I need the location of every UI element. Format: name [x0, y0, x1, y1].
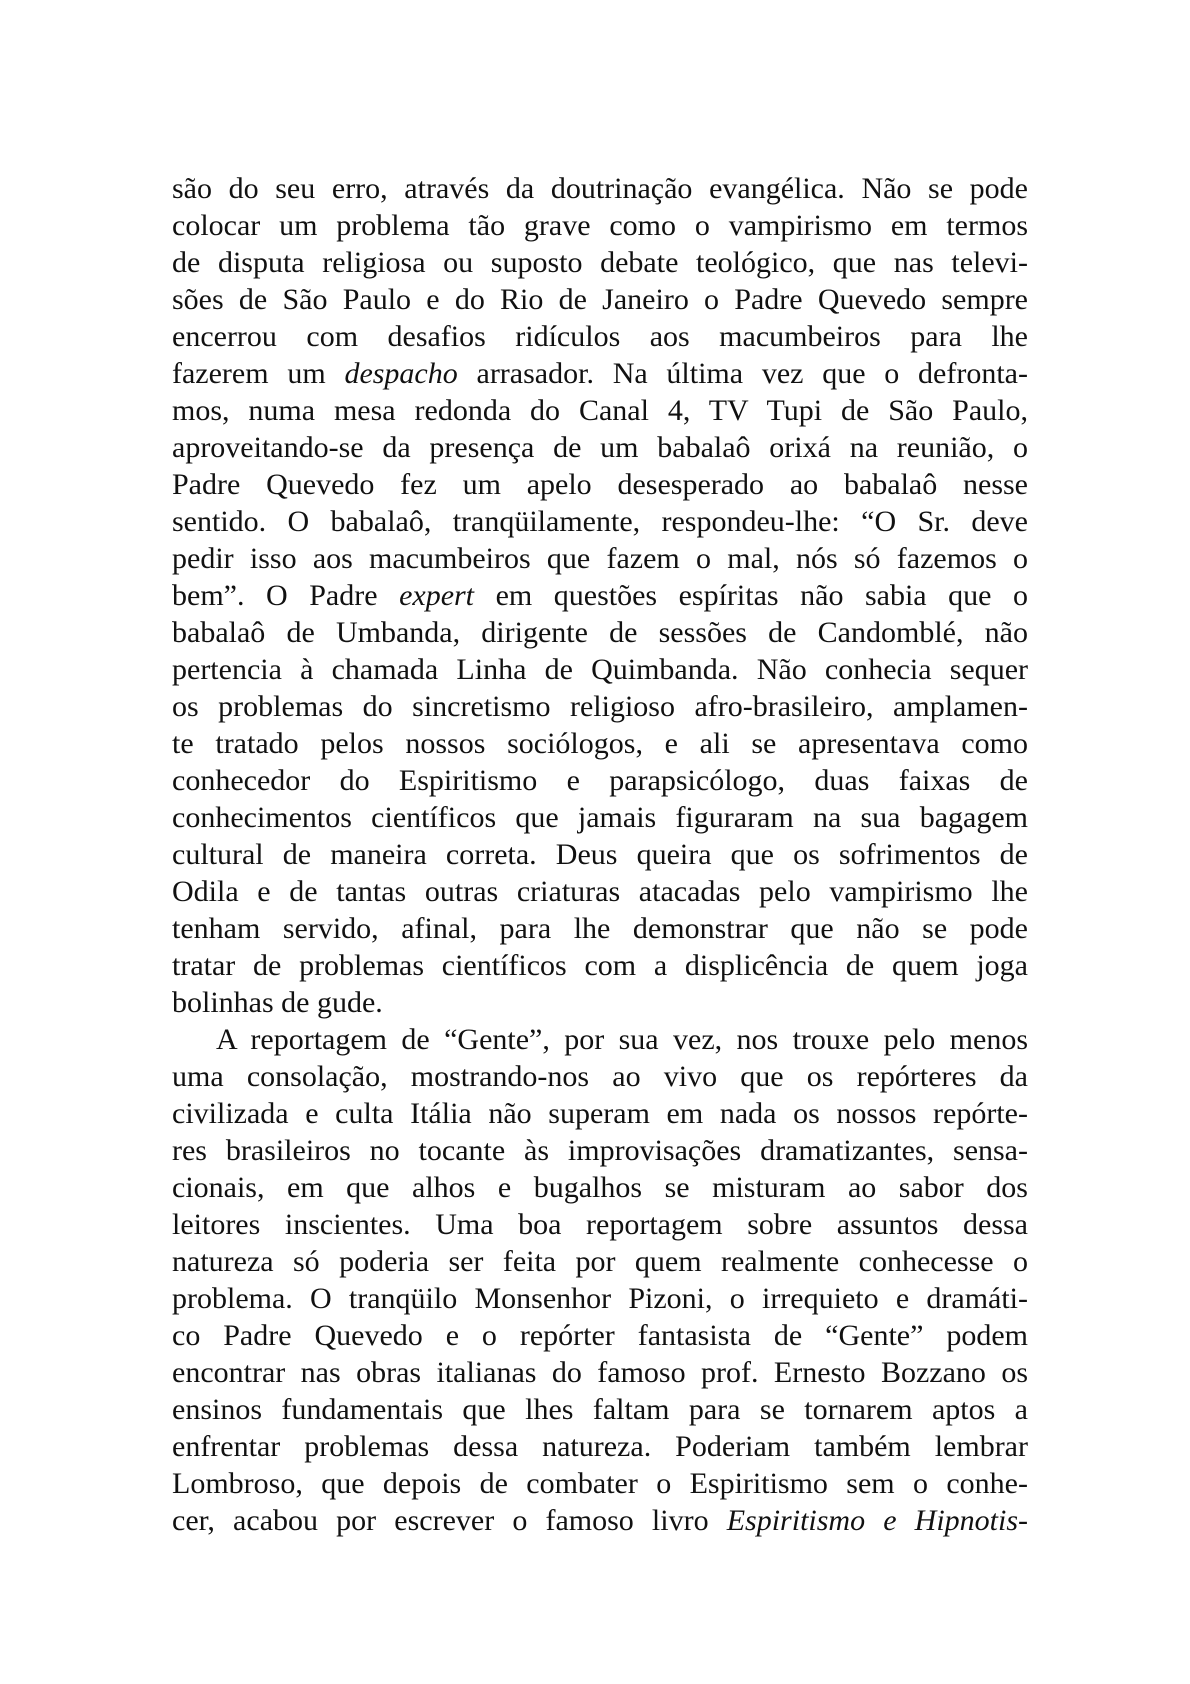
text-line: tratar de problemas científicos com a displicência de quem joga: [172, 949, 1028, 982]
text-line: Odila e de tantas outras criaturas atacadas pelo vampirismo lhe: [172, 875, 1028, 908]
text-line: Padre Quevedo fez um apelo desesperado ao babalaô nesse: [172, 468, 1028, 501]
italic-text: expert: [399, 579, 475, 612]
paragraph-2: [172, 1021, 1028, 1539]
text-line: te tratado pelos nossos sociólogos, e ali se apresentava como: [172, 727, 1028, 760]
page-body: [172, 170, 1028, 1539]
text-line: res brasileiros no tocante às improvisações dramatizantes, sensa-: [172, 1134, 1028, 1167]
text-line: bolinhas de gude.: [172, 986, 383, 1019]
text-line: conhecimentos científicos que jamais figuraram na sua bagagem: [172, 801, 1028, 834]
italic-text: Espiritismo e Hipnotis-: [726, 1504, 1028, 1537]
text-line: mos, numa mesa redonda do Canal 4, TV Tupi de São Paulo,: [172, 394, 1028, 427]
text-line: A reportagem de “Gente”, por sua vez, nos trouxe pelo menos: [216, 1023, 1028, 1056]
text-line: pedir isso aos macumbeiros que fazem o mal, nós só fazemos o: [172, 542, 1028, 575]
text-line: cionais, em que alhos e bugalhos se misturam ao sabor dos: [172, 1171, 1028, 1204]
text-line: fazerem um despacho arrasador. Na última vez que o defronta-: [172, 357, 1028, 390]
text-line: encontrar nas obras italianas do famoso prof. Ernesto Bozzano os: [172, 1356, 1028, 1389]
text-line: aproveitando-se da presença de um babalaô orixá na reunião, o: [172, 431, 1028, 464]
paragraph-1: [172, 170, 1028, 1021]
text-line: tenham servido, afinal, para lhe demonstrar que não se pode: [172, 912, 1028, 945]
text-line: natureza só poderia ser feita por quem realmente conhecesse o: [172, 1245, 1028, 1278]
italic-text: despacho: [344, 357, 458, 390]
text-line: conhecedor do Espiritismo e parapsicólogo, duas faixas de: [172, 764, 1028, 797]
text-line: cer, acabou por escrever o famoso livro Espiritismo e Hipnotis-: [172, 1504, 1028, 1537]
text-line: os problemas do sincretismo religioso afro-brasileiro, amplamen-: [172, 690, 1028, 723]
text-line: co Padre Quevedo e o repórter fantasista de “Gente” podem: [172, 1319, 1028, 1352]
text-line: colocar um problema tão grave como o vampirismo em termos: [172, 209, 1028, 242]
text-line: de disputa religiosa ou suposto debate teológico, que nas televi-: [172, 246, 1028, 279]
text-line: problema. O tranqüilo Monsenhor Pizoni, o irrequieto e dramáti-: [172, 1282, 1028, 1315]
text-line: encerrou com desafios ridículos aos macumbeiros para lhe: [172, 320, 1028, 353]
text-line: pertencia à chamada Linha de Quimbanda. Não conhecia sequer: [172, 653, 1028, 686]
text-line: leitores inscientes. Uma boa reportagem sobre assuntos dessa: [172, 1208, 1028, 1241]
text-line: Lombroso, que depois de combater o Espiritismo sem o conhe-: [172, 1467, 1028, 1500]
text-line: civilizada e culta Itália não superam em nada os nossos repórte-: [172, 1097, 1028, 1130]
text-line: enfrentar problemas dessa natureza. Poderiam também lembrar: [172, 1430, 1028, 1463]
text-line: bem”. O Padre expert em questões espíritas não sabia que o: [172, 579, 1028, 612]
text-line: uma consolação, mostrando-nos ao vivo que os repórteres da: [172, 1060, 1028, 1093]
text-line: ensinos fundamentais que lhes faltam para se tornarem aptos a: [172, 1393, 1028, 1426]
text-line: cultural de maneira correta. Deus queira que os sofrimentos de: [172, 838, 1028, 871]
text-line: sentido. O babalaô, tranqüilamente, respondeu-lhe: “O Sr. deve: [172, 505, 1028, 538]
text-line: babalaô de Umbanda, dirigente de sessões de Candomblé, não: [172, 616, 1028, 649]
text-line: sões de São Paulo e do Rio de Janeiro o Padre Quevedo sempre: [172, 283, 1028, 316]
text-line: são do seu erro, através da doutrinação evangélica. Não se pode: [172, 172, 1028, 205]
